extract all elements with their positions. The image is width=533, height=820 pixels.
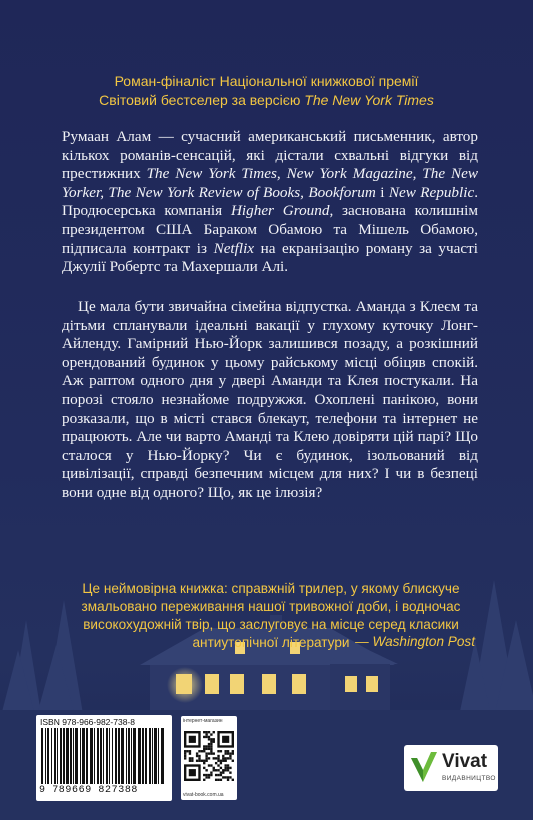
tagline-nyt-title: The New York Times	[304, 92, 434, 108]
review-source	[355, 634, 475, 649]
publisher-name: Vivat	[442, 751, 488, 772]
bio-italic-title: Higher Ground	[230, 202, 330, 220]
tagline-award: Роман-фіналіст Національної книжкової премії	[114, 73, 419, 89]
tagline-bestseller	[40, 91, 493, 110]
barcode-icon	[39, 728, 169, 784]
qr-label-url: vivat-book.com.ua	[183, 792, 224, 798]
barcode-digits: 9 789669 827388	[39, 785, 139, 796]
isbn-number: ISBN 978-966-982-738-8	[40, 717, 135, 727]
bio-italic-title: Netflix	[213, 239, 255, 257]
isbn-barcode	[36, 715, 172, 801]
publisher-subtitle: ВИДАВНИЦТВО	[442, 775, 496, 782]
bio-italic-title: The New York Times, New York Magazine, The New Yorker, The New York Review of Books, Bookforum	[62, 165, 478, 201]
bio-italic-title: New Republic	[388, 183, 475, 201]
author-bio	[62, 128, 478, 277]
bio-text: , заснована колишнім президентом США Бараком Обамою та Мішель Обамою, підписала контракт із	[62, 202, 478, 257]
tagline	[40, 72, 493, 110]
qr-code-panel[interactable]	[181, 716, 237, 800]
review-quote: Це неймовірна книжка: справжній трилер, у якому блискуче змальовано переживання нашої тривожної доби, і водночас високохудожній твір, що заслуговує на місце серед класики антиутопічної літератури	[81, 581, 461, 650]
qr-code-icon	[184, 731, 234, 781]
bio-text: і	[375, 183, 389, 201]
review-source-name: — Washington Post	[355, 634, 475, 649]
tagline-bestseller-prefix: Світовий бестселер за версією	[99, 92, 305, 108]
bio-text: на екранізацію роману за участі Джулії Робертс та Махершали Алі.	[62, 239, 478, 276]
bio-text: . Продюсерська компанія	[62, 183, 478, 220]
qr-label-shop: інтернет-магазин	[183, 718, 223, 724]
vivat-logo-icon	[409, 750, 439, 786]
synopsis: Це мала бути звичайна сімейна відпустка. Аманда з Клеєм та дітьми спланували ідеальні вакації у глухому куточку Лонг-Айленду. Гамірний Нью-Йорк залишився позаду, а розкішний орендований будинок у цьому райському місці обіцяв спокій. Аж раптом одного дня у двері Аманди та Клея постукали. На порозі стояло незнайоме подружжя. Охоплені панікою, вони розказали, що в місті стався блекаут, телефони та інтернет не працюють. Але чи варто Аманді та Клею довіряти цій парі? Що сталося у Нью-Йорку? Чи є будинок, ізольований від цивілізації, справді безпечним місцем для них? І чи в безпеці вони одне від одного? Що, як це ілюзія?	[62, 298, 478, 501]
publisher-logo	[404, 745, 498, 791]
bio-text: Румаан Алам — сучасний американський письменник, автор кількох романів-сенсацій, які дістали схвальні відгуки від престижних	[62, 128, 478, 183]
